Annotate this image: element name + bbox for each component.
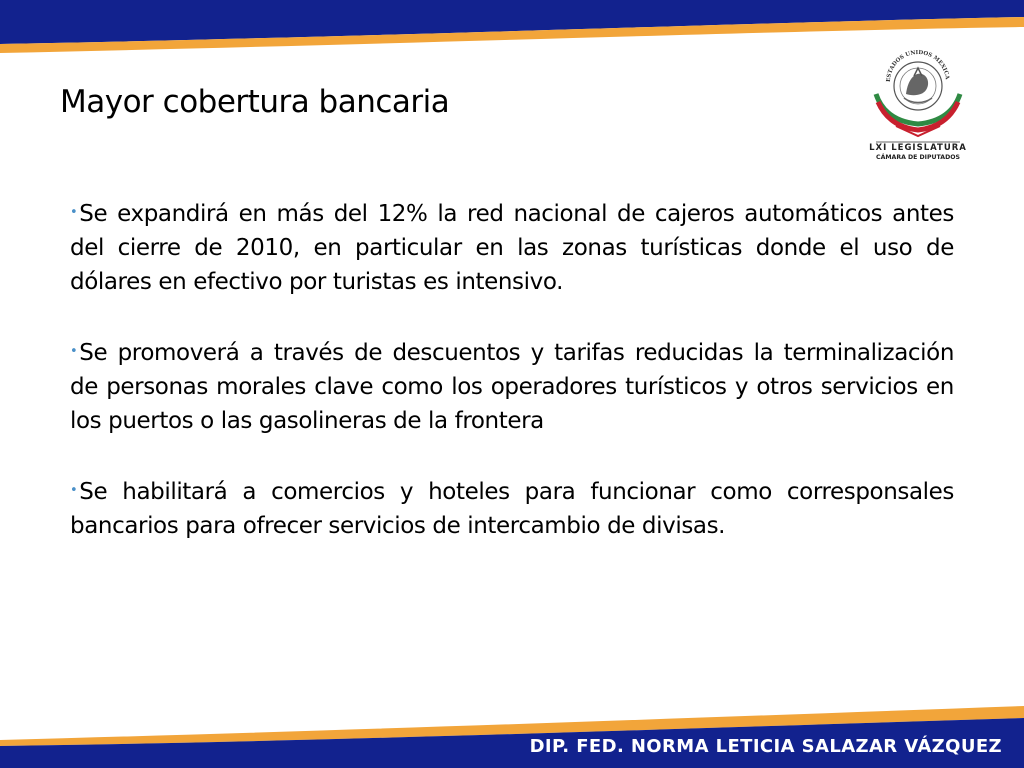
seal-arc-text: ESTADOS UNIDOS MEXICA xyxy=(885,49,950,83)
bottom-banner-stripe xyxy=(0,700,1024,768)
logo-legislature-text: LXI LEGISLATURA xyxy=(869,143,967,153)
bullet-paragraph xyxy=(70,196,954,299)
bullet-text: Se habilitará a comercios y hoteles para funcionar como corresponsales bancarios para ofrecer servicios de intercambio de divisas. xyxy=(70,479,954,539)
legislature-seal-icon xyxy=(862,38,974,162)
bullet-dot-icon: • xyxy=(70,205,78,220)
slide-body xyxy=(70,196,954,579)
slide-title: Mayor cobertura bancaria xyxy=(60,84,450,120)
camara-diputados-logo xyxy=(862,38,974,162)
footer-presenter-name: DIP. FED. NORMA LETICIA SALAZAR VÁZQUEZ xyxy=(529,736,1002,757)
bullet-text: Se promoverá a través de descuentos y tarifas reducidas la terminalización de personas morales clave como los operadores turísticos y otros servicios en los puertos o las gasolineras de la frontera xyxy=(70,340,954,434)
bullet-paragraph xyxy=(70,474,954,543)
bullet-dot-icon: • xyxy=(70,483,78,498)
bullet-paragraph xyxy=(70,335,954,438)
bullet-dot-icon: • xyxy=(70,344,78,359)
bullet-text: Se expandirá en más del 12% la red nacional de cajeros automáticos antes del cierre de 2010, en particular en las zonas turísticas donde el uso de dólares en efectivo por turistas es intensivo. xyxy=(70,201,954,295)
logo-chamber-text: CÁMARA DE DIPUTADOS xyxy=(876,154,960,161)
